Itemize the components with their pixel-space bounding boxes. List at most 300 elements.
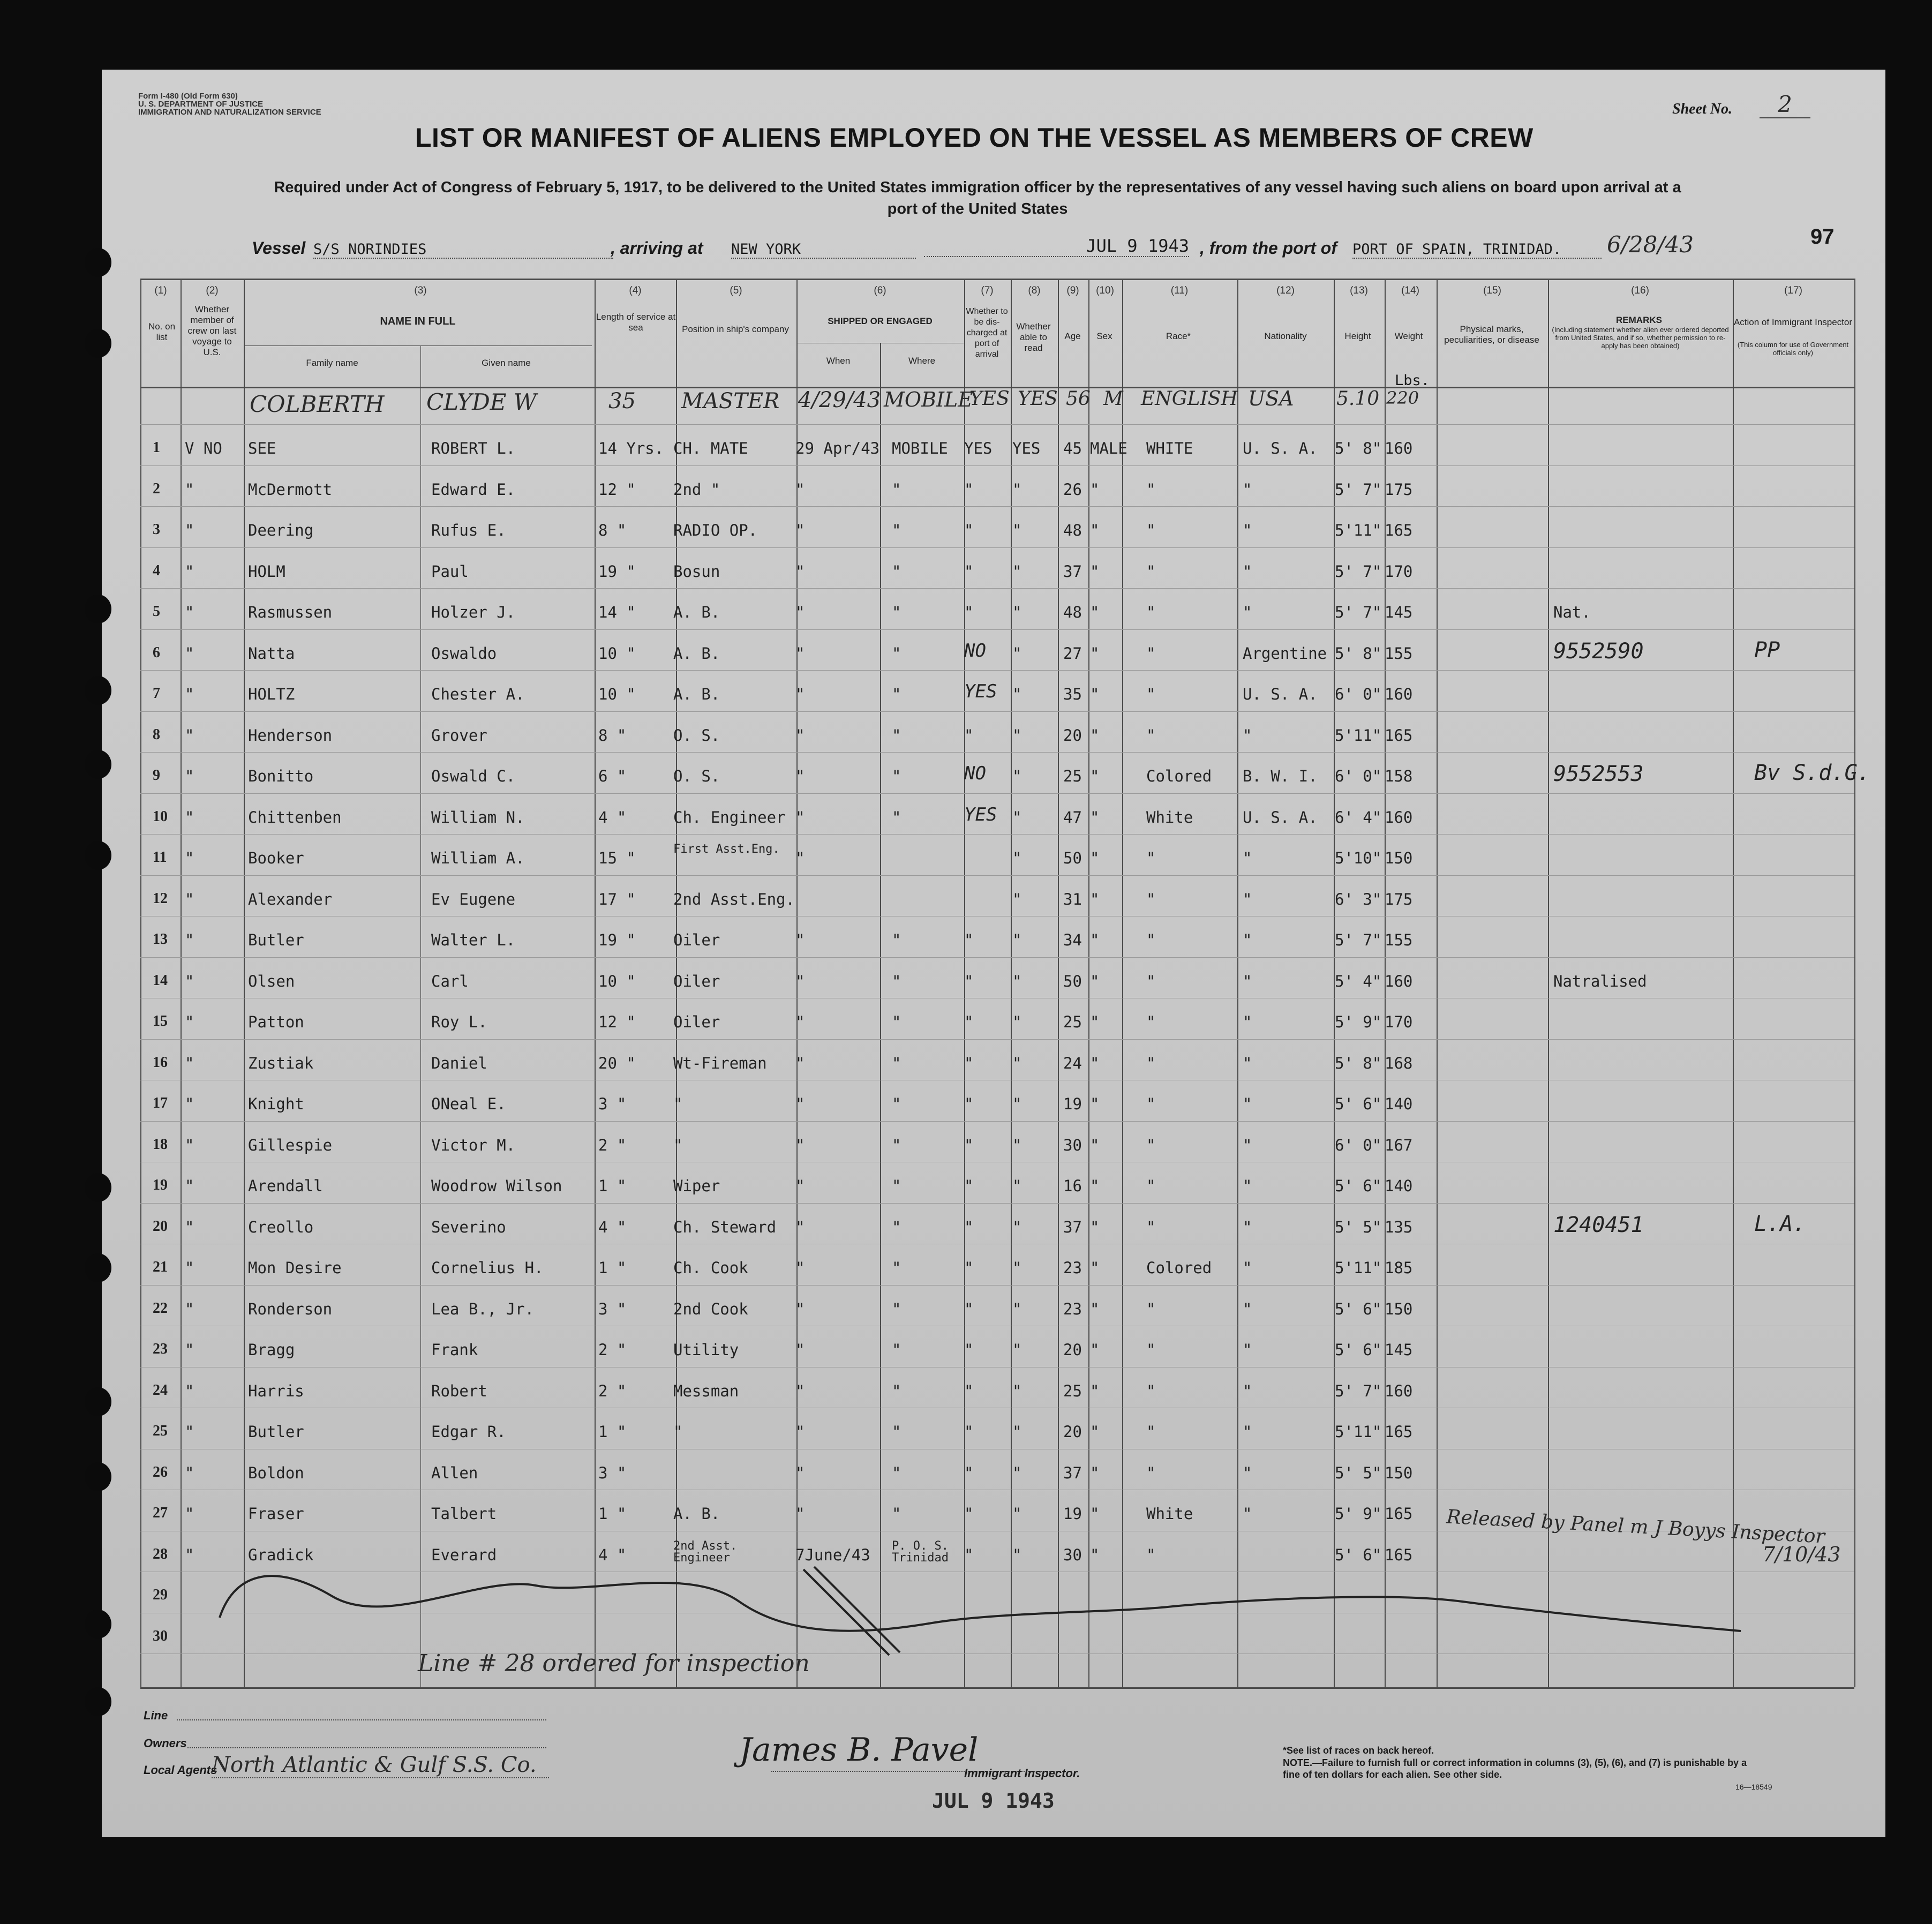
crew-height: 6' 0" <box>1335 767 1382 785</box>
crew-nationality: " <box>1243 890 1252 908</box>
crew-age: 30 <box>1063 1545 1082 1564</box>
punch-hole <box>85 1610 111 1639</box>
crew-family-name: Mon Desire <box>248 1259 342 1277</box>
crew-position: RADIO OP. <box>673 521 758 539</box>
crew-shipped-where: MOBILE <box>892 439 948 457</box>
crew-weight: 155 <box>1385 931 1413 949</box>
crew-shipped-when: " <box>795 1095 805 1113</box>
crew-weight: 175 <box>1385 890 1413 908</box>
crew-shipped-when: " <box>795 808 805 826</box>
crew-given-name: Talbert <box>431 1505 497 1523</box>
column-number: (7) <box>981 285 994 296</box>
subtitle-line-2: port of the United States <box>887 200 1068 217</box>
crew-sex: " <box>1090 1341 1100 1359</box>
crew-able-read: " <box>1012 1217 1022 1236</box>
crew-weight: 145 <box>1385 603 1413 621</box>
crew-age: 31 <box>1063 890 1082 908</box>
header-height: Height <box>1344 331 1371 341</box>
crew-given-name: William N. <box>431 808 525 826</box>
crew-age: 37 <box>1063 562 1082 581</box>
crew-shipped-when: " <box>795 1259 805 1277</box>
crew-family-name: HOLTZ <box>248 685 295 703</box>
punch-hole <box>85 329 111 358</box>
department-name: U. S. DEPARTMENT OF JUSTICE <box>138 100 264 109</box>
crew-family-name: Natta <box>248 644 295 663</box>
crew-age: 50 <box>1063 972 1082 990</box>
crew-given-name: Everard <box>431 1545 497 1564</box>
crew-height: 5' 5" <box>1335 1217 1382 1236</box>
weight-unit: Lbs. <box>1395 372 1430 389</box>
crew-sex: " <box>1090 849 1100 867</box>
local-agents-label: Local Agents <box>144 1763 217 1777</box>
crew-nationality: " <box>1243 1177 1252 1195</box>
column-rule <box>1058 279 1059 1687</box>
crew-shipped-when: " <box>795 1217 805 1236</box>
crew-sex: " <box>1090 1505 1100 1523</box>
header-remarks: REMARKS <box>1616 315 1662 325</box>
crew-sex: " <box>1090 808 1100 826</box>
crew-given-name: Frank <box>431 1341 478 1359</box>
blank-row-number: 29 <box>153 1587 168 1603</box>
column-rule <box>1011 279 1012 1687</box>
crew-position: A. B. <box>673 685 720 703</box>
crew-remarks: Nat. <box>1553 603 1591 621</box>
crew-last-voyage: " <box>185 767 194 785</box>
crew-nationality: " <box>1243 1381 1252 1400</box>
master-read: YES <box>1018 388 1058 410</box>
header-when: When <box>826 356 851 366</box>
row-rule <box>140 506 1854 507</box>
crew-race: " <box>1146 1013 1156 1031</box>
crew-no: 22 <box>153 1299 168 1317</box>
master-height: 5.10 <box>1336 388 1380 410</box>
crew-position: 2nd Asst.Eng. <box>673 890 795 908</box>
crew-family-name: Arendall <box>248 1177 323 1195</box>
crew-given-name: Paul <box>431 562 469 581</box>
crew-discharged: " <box>964 1259 974 1277</box>
crew-position: A. B. <box>673 644 720 663</box>
column-rule <box>1088 279 1089 1687</box>
crew-last-voyage: " <box>185 480 194 499</box>
penalty-note: NOTE.—Failure to furnish full or correct information in columns (3), (5), (6), and (7) is punishable by a fine of ten dollars for each alien. See other side. <box>1283 1757 1747 1780</box>
crew-last-voyage: " <box>185 972 194 990</box>
crew-sex: " <box>1090 1013 1100 1031</box>
crew-no: 5 <box>153 603 160 620</box>
departure-date: 6/28/43 <box>1607 231 1694 258</box>
crew-weight: 160 <box>1385 1381 1413 1400</box>
crew-action: Bv S.d.G. <box>1754 761 1870 785</box>
punch-hole <box>85 841 111 870</box>
crew-nationality: " <box>1243 1095 1252 1113</box>
crew-family-name: Booker <box>248 849 304 867</box>
crew-position: O. S. <box>673 726 720 745</box>
header-weight: Weight <box>1394 331 1423 341</box>
crew-sex: " <box>1090 644 1100 663</box>
crew-nationality: B. W. I. <box>1243 767 1318 785</box>
crew-weight: 158 <box>1385 767 1413 785</box>
header-name-in-full: NAME IN FULL <box>380 315 456 327</box>
crew-shipped-where: " <box>892 1217 901 1236</box>
master-given: CLYDE W <box>426 389 537 415</box>
crew-age: 23 <box>1063 1299 1082 1318</box>
crew-height: 5' 6" <box>1335 1299 1382 1318</box>
page-title: LIST OR MANIFEST OF ALIENS EMPLOYED ON THE VESSEL AS MEMBERS OF CREW <box>415 123 1533 153</box>
crew-shipped-where: " <box>892 808 901 826</box>
crew-no: 28 <box>153 1545 168 1562</box>
crew-sex: " <box>1090 1217 1100 1236</box>
column-rule <box>181 279 182 1687</box>
crew-last-voyage: " <box>185 808 194 826</box>
crew-position: O. S. <box>673 767 720 785</box>
column-rule <box>1437 279 1438 1687</box>
crew-remarks: 1240451 <box>1553 1212 1644 1237</box>
crew-able-read: " <box>1012 767 1022 785</box>
header-nationality: Nationality <box>1264 331 1307 341</box>
crew-age: 19 <box>1063 1505 1082 1523</box>
crew-race: White <box>1146 808 1193 826</box>
column-number: (8) <box>1028 285 1041 296</box>
crew-height: 5' 9" <box>1335 1505 1382 1523</box>
crew-given-name: Ev Eugene <box>431 890 516 908</box>
crew-shipped-when: " <box>795 1505 805 1523</box>
crew-no: 7 <box>153 685 160 702</box>
crew-weight: 167 <box>1385 1136 1413 1154</box>
crew-sex: " <box>1090 562 1100 581</box>
crew-nationality: U. S. A. <box>1243 439 1318 457</box>
form-subtitle <box>177 177 1778 220</box>
crew-height: 5'11" <box>1335 1259 1382 1277</box>
column-number: (12) <box>1276 285 1295 296</box>
line28-note: Line # 28 ordered for inspection <box>418 1650 810 1677</box>
crew-nationality: " <box>1243 562 1252 581</box>
crew-last-voyage: " <box>185 1505 194 1523</box>
owners-label: Owners <box>144 1737 187 1750</box>
header-sex: Sex <box>1096 331 1112 341</box>
crew-last-voyage: " <box>185 562 194 581</box>
crew-age: 16 <box>1063 1177 1082 1195</box>
crew-given-name: Robert <box>431 1381 487 1400</box>
crew-service-length: 3 " <box>598 1463 627 1482</box>
crew-age: 27 <box>1063 644 1082 663</box>
crew-age: 23 <box>1063 1259 1082 1277</box>
arrival-port: NEW YORK <box>731 241 916 259</box>
crew-weight: 170 <box>1385 562 1413 581</box>
crew-family-name: Gradick <box>248 1545 314 1564</box>
crew-height: 5' 4" <box>1335 972 1382 990</box>
row-rule <box>140 465 1854 466</box>
crew-last-voyage: " <box>185 1299 194 1318</box>
crew-family-name: SEE <box>248 439 276 457</box>
crew-weight: 150 <box>1385 1463 1413 1482</box>
crew-family-name: Patton <box>248 1013 304 1031</box>
crew-shipped-when: " <box>795 603 805 621</box>
row-rule <box>140 1203 1854 1204</box>
crew-height: 6' 3" <box>1335 890 1382 908</box>
crew-able-read: " <box>1012 1095 1022 1113</box>
crew-service-length: 10 " <box>598 685 636 703</box>
crew-sex: " <box>1090 1095 1100 1113</box>
crew-able-read: " <box>1012 685 1022 703</box>
crew-no: 27 <box>153 1505 168 1521</box>
crew-sex: " <box>1090 767 1100 785</box>
crew-last-voyage: " <box>185 603 194 621</box>
crew-sex: " <box>1090 1545 1100 1564</box>
release-note: Released by Panel m J Boyys Inspector <box>1446 1506 1825 1548</box>
column-rule <box>880 343 881 1687</box>
crew-age: 20 <box>1063 1341 1082 1359</box>
crew-position: Utility <box>673 1341 739 1359</box>
crew-position: 2nd " <box>673 480 720 499</box>
crew-shipped-where: " <box>892 644 901 663</box>
crew-position: 2nd Cook <box>673 1299 748 1318</box>
crew-service-length: 4 " <box>598 808 627 826</box>
crew-weight: 175 <box>1385 480 1413 499</box>
crew-given-name: Allen <box>431 1463 478 1482</box>
crew-last-voyage: " <box>185 1177 194 1195</box>
crew-race: " <box>1146 1095 1156 1113</box>
crew-race: " <box>1146 603 1156 621</box>
crew-sex: " <box>1090 1463 1100 1482</box>
crew-discharged: " <box>964 562 974 581</box>
crew-shipped-where: " <box>892 685 901 703</box>
crew-nationality: " <box>1243 1423 1252 1441</box>
crew-shipped-where: P. O. S. Trinidad <box>892 1539 949 1565</box>
crew-position: Ch. Engineer <box>673 808 786 826</box>
subtitle-line-1: Required under Act of Congress of February 5, 1917, to be delivered to the United States immigration officer by the representatives of any vessel having such aliens on board upon arrival at a <box>274 179 1681 196</box>
crew-family-name: Fraser <box>248 1505 304 1523</box>
crew-sex: " <box>1090 931 1100 949</box>
crew-sex: " <box>1090 603 1100 621</box>
column-number: (2) <box>206 285 219 296</box>
row-rule <box>140 1285 1854 1286</box>
crew-sex: " <box>1090 1136 1100 1154</box>
crew-weight: 165 <box>1385 1545 1413 1564</box>
crew-service-length: 2 " <box>598 1136 627 1154</box>
crew-given-name: Cornelius H. <box>431 1259 544 1277</box>
crew-no: 2 <box>153 480 160 497</box>
crew-weight: 155 <box>1385 644 1413 663</box>
crew-able-read: " <box>1012 1463 1022 1482</box>
crew-able-read: " <box>1012 480 1022 499</box>
crew-shipped-where: " <box>892 1013 901 1031</box>
crew-weight: 165 <box>1385 1505 1413 1523</box>
crew-nationality: " <box>1243 1217 1252 1236</box>
crew-last-voyage: " <box>185 1545 194 1564</box>
crew-no: 8 <box>153 726 160 743</box>
owners-field <box>187 1747 546 1748</box>
races-note: *See list of races on back hereof. <box>1283 1745 1434 1756</box>
crew-able-read: " <box>1012 1381 1022 1400</box>
crew-sex: " <box>1090 1054 1100 1072</box>
crew-shipped-where: " <box>892 726 901 745</box>
column-number: (9) <box>1066 285 1079 296</box>
header-able-read: Whether able to read <box>1016 321 1051 353</box>
crew-last-voyage: " <box>185 1423 194 1441</box>
crew-family-name: Butler <box>248 1423 304 1441</box>
header-last-voyage: Whether member of crew on last voyage to U.S. <box>187 304 237 357</box>
crew-discharged: " <box>964 1136 974 1154</box>
crew-shipped-where: " <box>892 603 901 621</box>
local-agents-value: North Atlantic & Gulf S.S. Co. <box>212 1753 549 1778</box>
column-rule <box>595 279 596 1687</box>
row-rule <box>140 547 1854 548</box>
crew-service-length: 14 Yrs. <box>598 439 664 457</box>
master-position: MASTER <box>681 389 780 414</box>
crew-able-read: " <box>1012 726 1022 745</box>
column-number: (1) <box>154 285 167 296</box>
crew-height: 5'11" <box>1335 521 1382 539</box>
crew-shipped-where: " <box>892 1136 901 1154</box>
crew-discharged: " <box>964 1217 974 1236</box>
crew-height: 5' 8" <box>1335 439 1382 457</box>
crew-nationality: " <box>1243 849 1252 867</box>
punch-hole <box>85 1253 111 1282</box>
column-rule <box>1854 279 1855 1687</box>
crew-race: " <box>1146 1341 1156 1359</box>
crew-discharged: " <box>964 1054 974 1072</box>
crew-service-length: 2 " <box>598 1341 627 1359</box>
crew-family-name: Knight <box>248 1095 304 1113</box>
crew-family-name: Deering <box>248 521 314 539</box>
header-shipped-engaged: SHIPPED OR ENGAGED <box>828 316 933 326</box>
crew-race: " <box>1146 1299 1156 1318</box>
crew-nationality: " <box>1243 972 1252 990</box>
crew-position: " <box>673 1136 683 1154</box>
crew-nationality: " <box>1243 1136 1252 1154</box>
punch-hole <box>85 750 111 779</box>
crew-shipped-where: " <box>892 1054 901 1072</box>
crew-race: " <box>1146 726 1156 745</box>
crew-weight: 145 <box>1385 1341 1413 1359</box>
master-race: ENGLISH <box>1141 388 1238 410</box>
crew-height: 5'10" <box>1335 849 1382 867</box>
crew-last-voyage: " <box>185 1463 194 1482</box>
crew-height: 5' 8" <box>1335 1054 1382 1072</box>
crew-last-voyage: " <box>185 849 194 867</box>
crew-given-name: Woodrow Wilson <box>431 1177 562 1195</box>
crew-no: 9 <box>153 767 160 784</box>
header-race: Race* <box>1166 331 1191 341</box>
crew-nationality: " <box>1243 1299 1252 1318</box>
crew-service-length: 1 " <box>598 1259 627 1277</box>
crew-position: " <box>673 1095 683 1113</box>
crew-race: " <box>1146 1054 1156 1072</box>
crew-race: " <box>1146 972 1156 990</box>
crew-position: Oiler <box>673 972 720 990</box>
crew-sex: " <box>1090 726 1100 745</box>
crew-family-name: Olsen <box>248 972 295 990</box>
crew-able-read: " <box>1012 1259 1022 1277</box>
crew-given-name: Chester A. <box>431 685 525 703</box>
crew-last-voyage: " <box>185 726 194 745</box>
crew-position: First Asst.Eng. <box>673 843 780 856</box>
crew-discharged: NO <box>964 763 986 784</box>
crew-able-read: " <box>1012 931 1022 949</box>
punch-hole <box>85 1462 111 1491</box>
crew-service-length: 12 " <box>598 480 636 499</box>
column-number: (4) <box>629 285 642 296</box>
crew-family-name: Rasmussen <box>248 603 333 621</box>
crew-nationality: U. S. A. <box>1243 685 1318 703</box>
crew-shipped-when: " <box>795 1423 805 1441</box>
punch-hole <box>85 1173 111 1202</box>
crew-weight: 185 <box>1385 1259 1413 1277</box>
crew-age: 19 <box>1063 1095 1082 1113</box>
crew-able-read: " <box>1012 1136 1022 1154</box>
crew-height: 5' 7" <box>1335 1381 1382 1400</box>
crew-able-read: " <box>1012 1423 1022 1441</box>
crew-height: 6' 4" <box>1335 808 1382 826</box>
crew-service-length: 20 " <box>598 1054 636 1072</box>
crew-last-voyage: " <box>185 931 194 949</box>
crew-height: 5' 7" <box>1335 931 1382 949</box>
crew-nationality: " <box>1243 1341 1252 1359</box>
crew-weight: 140 <box>1385 1095 1413 1113</box>
crew-sex: " <box>1090 521 1100 539</box>
column-number: (14) <box>1401 285 1419 296</box>
crew-race: " <box>1146 1545 1156 1564</box>
row-rule <box>140 629 1854 630</box>
crew-height: 5'11" <box>1335 726 1382 745</box>
crew-service-length: 8 " <box>598 726 627 745</box>
crew-nationality: " <box>1243 603 1252 621</box>
row-rule <box>140 711 1854 712</box>
crew-shipped-when: " <box>795 1463 805 1482</box>
crew-sex: " <box>1090 972 1100 990</box>
column-number: (3) <box>414 285 427 296</box>
crew-race: " <box>1146 521 1156 539</box>
crew-able-read: " <box>1012 644 1022 663</box>
column-rule <box>1548 279 1549 1687</box>
crew-discharged: " <box>964 521 974 539</box>
crew-able-read: " <box>1012 562 1022 581</box>
header-action-note: (This column for use of Government officials only) <box>1737 341 1849 357</box>
master-family: COLBERTH <box>250 391 385 417</box>
crew-sex: " <box>1090 1299 1100 1318</box>
crew-position: A. B. <box>673 603 720 621</box>
crew-shipped-when: " <box>795 1381 805 1400</box>
crew-race: " <box>1146 931 1156 949</box>
punch-hole <box>85 248 111 277</box>
crew-discharged: " <box>964 1095 974 1113</box>
crew-height: 5' 6" <box>1335 1545 1382 1564</box>
crew-shipped-where: " <box>892 931 901 949</box>
arrival-date: JUL 9 1943 <box>924 236 1189 257</box>
crew-family-name: Boldon <box>248 1463 304 1482</box>
crew-position: Bosun <box>673 562 720 581</box>
crew-discharged: " <box>964 1381 974 1400</box>
crew-position: Messman <box>673 1381 739 1400</box>
crew-given-name: Holzer J. <box>431 603 516 621</box>
master-sex: M <box>1103 388 1123 410</box>
crew-shipped-when: " <box>795 480 805 499</box>
crew-age: 47 <box>1063 808 1082 826</box>
crew-nationality: U. S. A. <box>1243 808 1318 826</box>
punch-hole <box>85 1387 111 1416</box>
crew-weight: 168 <box>1385 1054 1413 1072</box>
crew-no: 10 <box>153 808 168 825</box>
crew-discharged: " <box>964 1013 974 1031</box>
crew-able-read: YES <box>1012 439 1041 457</box>
crew-no: 19 <box>153 1177 168 1193</box>
crew-position: Ch. Cook <box>673 1259 748 1277</box>
crew-service-length: 3 " <box>598 1299 627 1318</box>
crew-age: 37 <box>1063 1217 1082 1236</box>
crew-family-name: Chittenben <box>248 808 342 826</box>
crew-discharged: " <box>964 1545 974 1564</box>
crew-shipped-where: " <box>892 1299 901 1318</box>
crew-race: Colored <box>1146 767 1212 785</box>
